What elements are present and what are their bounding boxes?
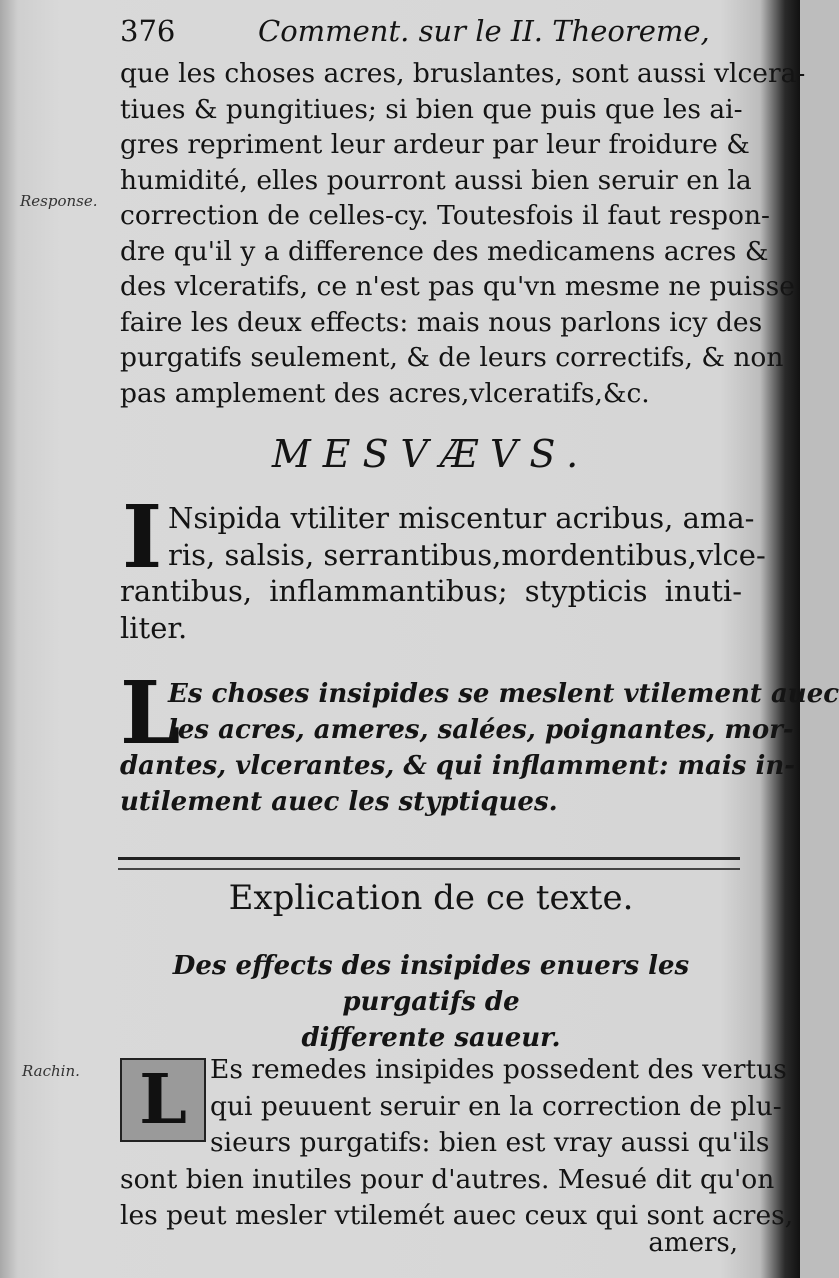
text-line: faire les deux effects: mais nous parlons icy des xyxy=(120,306,763,338)
top-paragraph xyxy=(120,56,806,411)
text-line: Es choses insipides se meslent vtilement auec xyxy=(168,679,839,709)
margin-note-response: Response. xyxy=(20,192,98,210)
ornamental-rule xyxy=(118,857,740,870)
text-line: tiues & pungitiues; si bien que puis que les ai- xyxy=(120,93,743,125)
text-line: rantibus, inflammantibus; stypticis inuti- xyxy=(120,574,742,608)
text-line: qui peuuent seruir en la correction de plu- xyxy=(210,1090,782,1122)
margin-note-rachin: Rachin. xyxy=(22,1062,80,1080)
catchword: amers, xyxy=(648,1228,738,1258)
page-header xyxy=(120,14,740,54)
text-line: des vlceratifs, ce n'est pas qu'vn mesme ne puisse xyxy=(120,271,795,302)
text-line: les acres, ameres, salées, poignantes, mor- xyxy=(168,715,794,745)
text-line: humidité, elles pourront aussi bien seruir en la xyxy=(120,164,752,196)
drop-cap: I xyxy=(122,487,163,588)
explication-title: Explication de ce texte. xyxy=(228,878,634,918)
section-title: MESVÆVS. xyxy=(271,432,591,476)
page-number: 376 xyxy=(120,14,176,48)
running-title: Comment. sur le II. Theoreme, xyxy=(258,14,710,48)
sub-heading-line: differente saueur. xyxy=(301,1023,561,1053)
text-line: sont bien inutiles pour d'autres. Mesué dit qu'on xyxy=(120,1163,775,1195)
text-line: Nsipida vtiliter miscentur acribus, ama- xyxy=(168,501,755,535)
sub-heading-line: Des effects des insipides enuers les purgatifs de xyxy=(172,951,690,1017)
final-paragraph xyxy=(120,1052,794,1235)
text-line: ris, salsis, serrantibus,mordentibus,vlce- xyxy=(168,537,766,572)
text-line: Es remedes insipides possedent des vertus xyxy=(210,1054,787,1085)
text-line: les peut mesler vtilemét auec ceux qui sont acres, xyxy=(120,1200,794,1231)
text-line: utilement auec les styptiques. xyxy=(120,787,558,817)
text-line: sieurs purgatifs: bien est vray aussi qu'ils xyxy=(210,1127,770,1158)
text-line: liter. xyxy=(120,610,188,645)
text-line: correction de celles-cy. Toutesfois il faut respon- xyxy=(120,200,770,231)
french-paragraph xyxy=(120,663,839,820)
ornate-initial: L xyxy=(120,1058,206,1142)
text-line: purgatifs seulement, & de leurs correctifs, & non xyxy=(120,342,784,373)
text-line: que les choses acres, bruslantes, sont aussi vlcera- xyxy=(120,58,806,89)
sub-heading xyxy=(120,948,742,1056)
text-line: pas amplement des acres,vlceratifs,&c. xyxy=(120,377,650,409)
text-line: dantes, vlcerantes, & qui inflamment: mais in- xyxy=(120,751,796,781)
text-line: dre qu'il y a difference des medicamens acres & xyxy=(120,235,769,267)
drop-cap: L xyxy=(120,663,181,764)
latin-paragraph xyxy=(120,487,766,646)
text-line: gres repriment leur ardeur par leur froidure & xyxy=(120,129,750,160)
